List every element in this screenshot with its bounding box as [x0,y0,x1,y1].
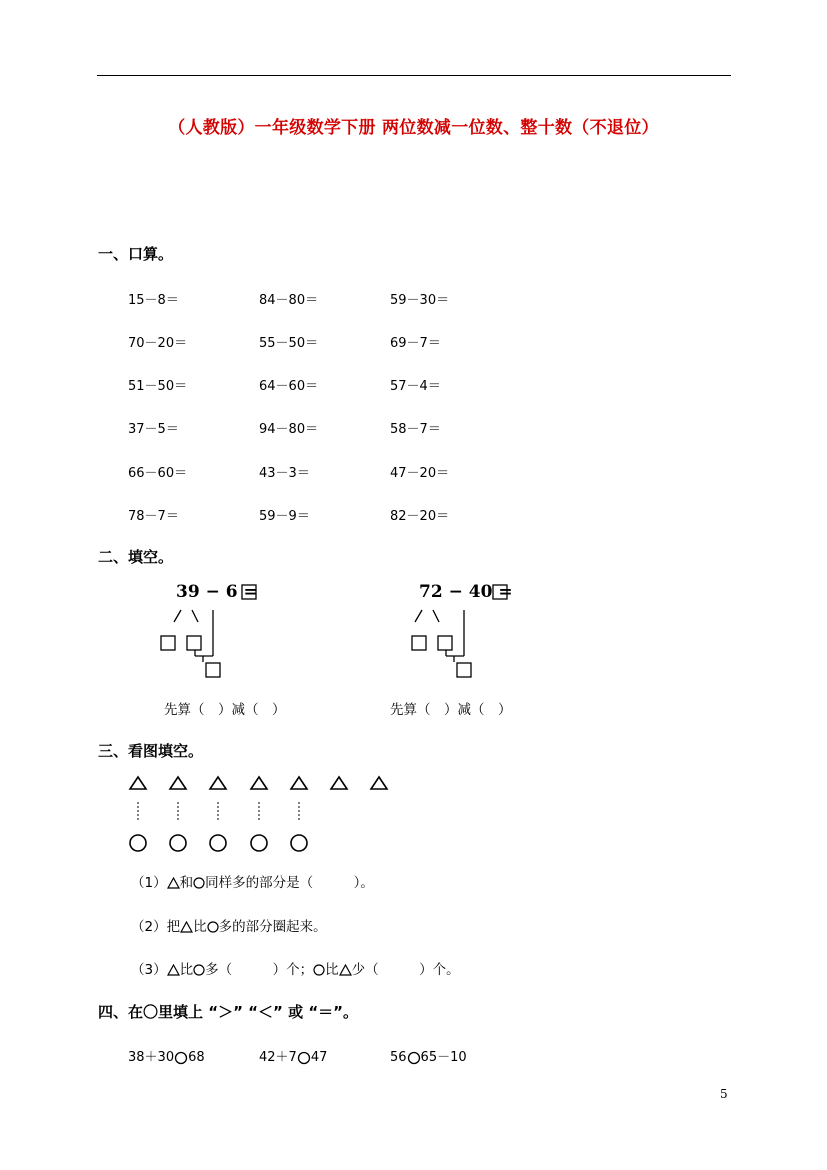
triangle-icon [339,964,352,976]
diagram-expression: 39 − 6 = [176,582,258,602]
calc-item: 64－60＝ [259,379,319,394]
circle-icon [251,835,267,851]
compare-right: 47 [310,1050,328,1065]
section3-heading: 三、看图填空。 [98,742,204,760]
question-2 [131,915,327,935]
section2-heading: 二、填空。 [98,548,174,566]
triangle-icon [130,777,146,789]
question-3-b: 多（ ）个； [205,962,314,978]
decomposition-diagram-2 [401,580,521,680]
question-3-d: 少（ ）个。 [351,962,460,978]
circle-icon [193,877,205,889]
dotted-connectors [138,802,299,820]
triangle-icon [331,777,347,789]
question-1-mid: 和 [179,875,194,891]
diagram1-caption: 先算（ ）减（ ） [164,702,286,718]
circle-icon[interactable] [174,1051,188,1065]
diagram-lines [401,580,521,680]
diagram-lines [150,580,270,680]
question-3 [131,958,460,978]
compare-item-1 [128,1046,205,1065]
triangle-circle-figure [128,774,408,854]
calc-item: 82－20＝ [390,509,450,524]
calc-item: 58－7＝ [390,422,441,437]
question-2-mid: 比 [193,919,207,935]
question-2-suffix: 多的部分圈起来。 [218,919,327,935]
calc-item: 37－5＝ [128,422,179,437]
calc-item: 57－4＝ [390,379,441,394]
question-1 [131,871,374,891]
page-number: 5 [720,1087,728,1101]
compare-left: 38＋30 [128,1050,175,1065]
compare-left: 56 [390,1050,407,1065]
circle-icon [130,835,146,851]
question-3-c: 比 [325,962,339,978]
calc-item: 94－80＝ [259,422,319,437]
triangle-icon [210,777,226,789]
triangle-icon [167,964,180,976]
diagram2-caption: 先算（ ）减（ ） [390,702,512,718]
section1-heading: 一、口算。 [98,245,174,263]
calc-item: 69－7＝ [390,336,441,351]
question-2-prefix: （2）把 [131,919,181,935]
header-rule [97,75,731,76]
triangle-icon [167,877,180,889]
compare-item-2 [259,1046,327,1065]
circle-icon[interactable] [407,1051,421,1065]
calc-item: 55－50＝ [259,336,319,351]
circle-icon [313,964,325,976]
calc-item: 51－50＝ [128,379,188,394]
diagram-expression: 72 − 40 = [419,582,513,602]
calc-item: 43－3＝ [259,466,310,481]
circle-icon [210,835,226,851]
circle-icon [207,921,219,933]
question-1-prefix: （1） [131,875,167,891]
circle-icon[interactable] [297,1051,311,1065]
compare-left: 42＋7 [259,1050,297,1065]
calc-item: 47－20＝ [390,466,450,481]
triangle-row [130,777,387,789]
decomposition-diagram-1 [150,580,270,680]
compare-item-3 [390,1046,467,1065]
question-3-a: 比 [179,962,194,978]
circle-row [130,835,307,851]
question-3-prefix: （3） [131,962,167,978]
circle-icon [193,964,205,976]
calc-item: 59－9＝ [259,509,310,524]
calc-item: 84－80＝ [259,293,319,308]
calc-item: 78－7＝ [128,509,179,524]
triangle-icon [251,777,267,789]
compare-right: 68 [188,1050,205,1065]
section4-heading: 四、在〇里填上 “＞” “＜” 或 “＝”。 [98,1003,359,1021]
compare-right: 65－10 [420,1050,467,1065]
calc-item: 70－20＝ [128,336,188,351]
triangle-icon [180,921,193,933]
question-1-suffix: 同样多的部分是（ ）。 [205,875,374,891]
circle-icon [170,835,186,851]
triangle-icon [170,777,186,789]
calc-item: 15－8＝ [128,293,179,308]
page-title: （人教版）一年级数学下册 两位数减一位数、整十数（不退位） [168,118,659,138]
calc-item: 59－30＝ [390,293,450,308]
circle-icon [291,835,307,851]
calc-item: 66－60＝ [128,466,188,481]
triangle-icon [371,777,387,789]
triangle-icon [291,777,307,789]
